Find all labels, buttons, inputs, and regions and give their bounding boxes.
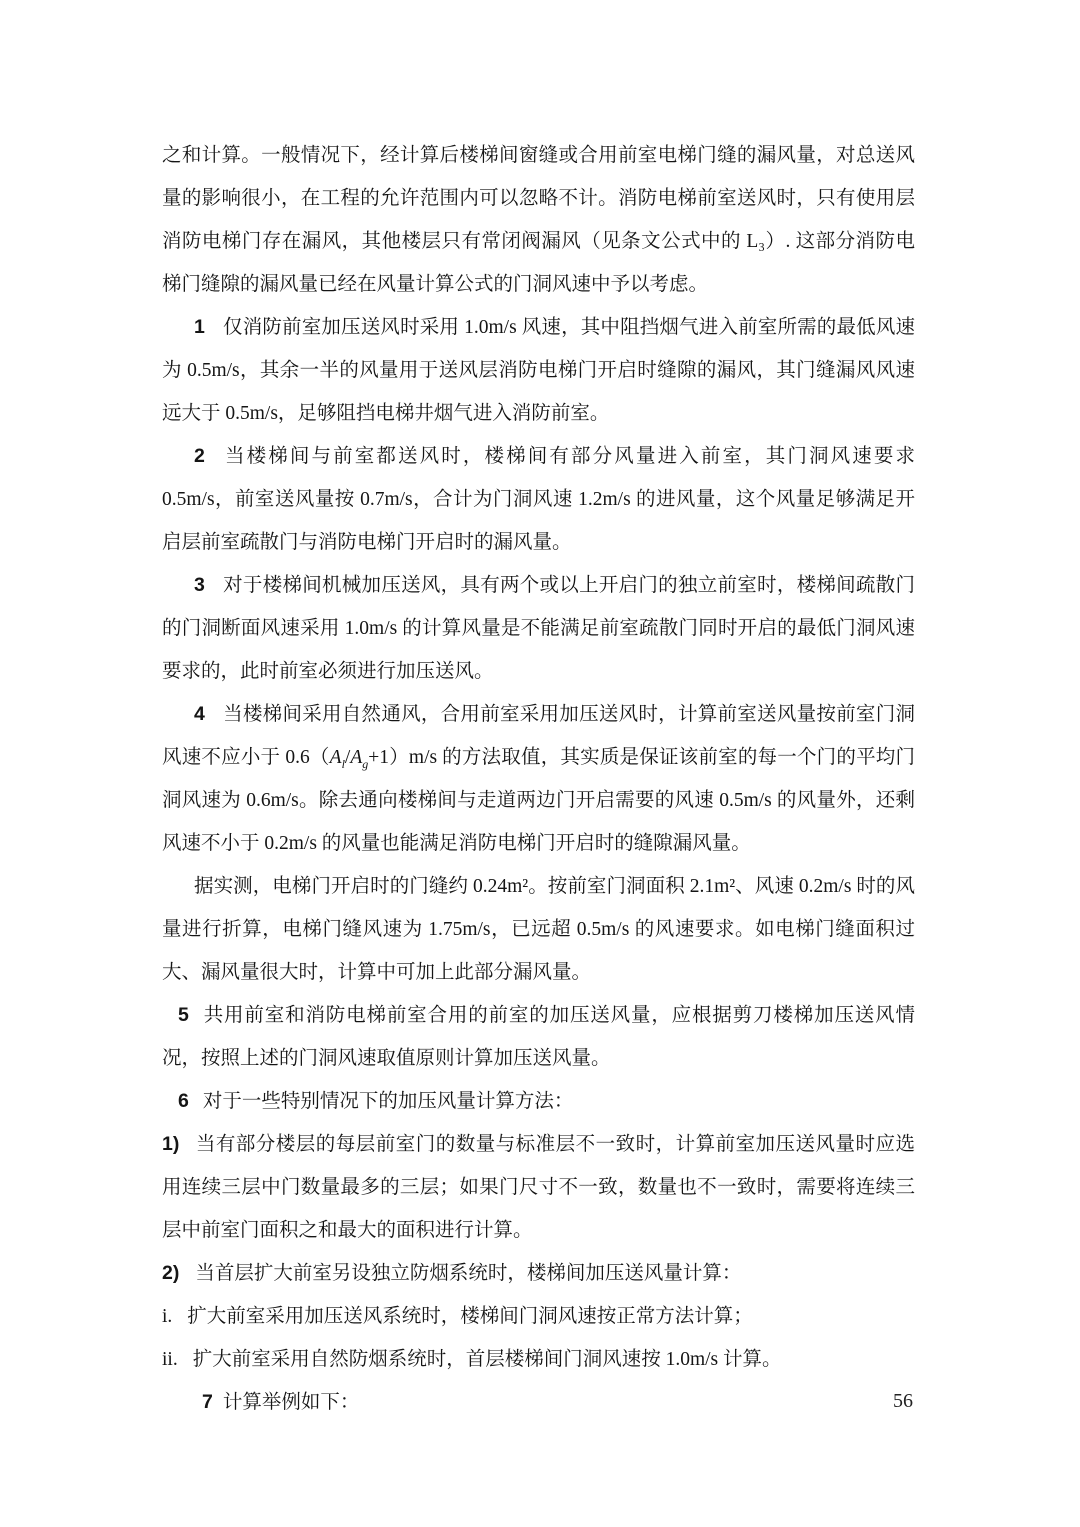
item-text: 仅消防前室加压送风时采用 1.0m/s 风速，其中阻挡烟气进入前室所需的最低风速为 0.5m/s，其余一半的风量用于送风层消防电梯门开启时缝隙的漏风，其门缝漏风风速远大于 0.5m/s，足够阻挡电梯井烟气进入消防前室。 (162, 317, 915, 424)
page-number: 56 (893, 1390, 913, 1412)
item-number: 6 (178, 1090, 189, 1112)
item-number: 1 (194, 316, 205, 338)
item-number: 7 (202, 1391, 213, 1413)
item-text: 当楼梯间采用自然通风，合用前室采用加压送风时，计算前室送风量按前室门洞风速不应小于 0.6（ (162, 704, 915, 768)
formula-subscript-l: l (341, 756, 345, 771)
roman-item-label: i. (162, 1306, 173, 1327)
item-7 (162, 1381, 915, 1424)
item-text: 对于一些特别情况下的加压风量计算方法： (202, 1091, 574, 1112)
item-number: 3 (194, 574, 205, 596)
item-text: 当楼梯间与前室都送风时，楼梯间有部分风量进入前室，其门洞风速要求 0.5m/s，前室送风量按 0.7m/s，合计为门洞风速 1.2m/s 的进风量，这个风量足够满足开启层前室疏散门与消防电梯门开启时的漏风量。 (162, 446, 915, 553)
roman-item-label: ii. (162, 1349, 178, 1370)
sub-item-1 (162, 1123, 915, 1252)
item-number: 4 (194, 703, 205, 725)
formula-subscript-g: g (362, 756, 369, 771)
roman-item-text: 扩大前室采用自然防烟系统时，首层楼梯间门洞风速按 1.0m/s 计算。 (192, 1349, 782, 1370)
sub-item-number: 1) (162, 1133, 180, 1155)
item-number: 2 (194, 445, 205, 467)
item-3 (162, 564, 915, 693)
roman-item-text: 扩大前室采用加压送风系统时，楼梯间门洞风速按正常方法计算； (187, 1306, 753, 1327)
sub-item-text: 当首层扩大前室另设独立防烟系统时，楼梯间加压送风量计算： (195, 1263, 742, 1284)
formula-variable-al: A (329, 747, 342, 768)
paragraph-intro (162, 134, 915, 306)
item-number: 5 (178, 1004, 189, 1026)
roman-item-i (162, 1295, 915, 1338)
paragraph-measured-data (162, 865, 915, 994)
formula-variable-ag: A (350, 747, 363, 768)
document-content (162, 134, 915, 1424)
item-4 (162, 693, 915, 865)
item-2 (162, 435, 915, 564)
item-6 (162, 1080, 915, 1123)
item-5 (162, 994, 915, 1080)
paragraph-text: 据实测，电梯门开启时的门缝约 0.24m²。按前室门洞面积 2.1m²、风速 0.2m/s 时的风量进行折算，电梯门缝风速为 1.75m/s，已远超 0.5m/s 的风速要求。如电梯门缝面积过大、漏风量很大时，计算中可加上此部分漏风量。 (162, 876, 915, 983)
sub-item-text: 当有部分楼层的每层前室门的数量与标准层不一致时，计算前室加压送风量时应选用连续三层中门数量最多的三层；如果门尺寸不一致，数量也不一致时，需要将连续三层中前室门面积之和最大的面积进行计算。 (162, 1134, 915, 1241)
item-text: 共用前室和消防电梯前室合用的前室的加压送风量，应根据剪刀楼梯加压送风情况，按照上述的门洞风速取值原则计算加压送风量。 (162, 1005, 915, 1069)
item-text: 对于楼梯间机械加压送风，具有两个或以上开启门的独立前室时，楼梯间疏散门的门洞断面风速采用 1.0m/s 的计算风量是不能满足前室疏散门同时开启的最低门洞风速要求的，此时前室必须进行加压送风。 (162, 575, 915, 682)
sub-item-number: 2) (162, 1262, 180, 1284)
formula-fraction-separator: / (344, 747, 351, 768)
sub-item-2 (162, 1252, 915, 1295)
roman-item-ii (162, 1338, 915, 1381)
item-text: 计算举例如下： (222, 1392, 360, 1413)
item-1 (162, 306, 915, 435)
paragraph-text: 之和计算。一般情况下，经计算后楼梯间窗缝或合用前室电梯门缝的漏风量，对总送风量的影响很小，在工程的允许范围内可以忽略不计。消防电梯前室送风时，只有使用层消防电梯门存在漏风，其他楼层只有常闭阀漏风（见条文公式中的 L₃）. 这部分消防电梯门缝隙的漏风量已经在风量计算公式的门洞风速中予以考虑。 (162, 145, 915, 295)
item-text: +1）m/s 的方法取值，其实质是保证该前室的每一个门的平均门洞风速为 0.6m/s。除去通向楼梯间与走道两边门开启需要的风速 0.5m/s 的风量外，还剩风速不小于 0.2m/s 的风量也能满足消防电梯门开启时的缝隙漏风量。 (162, 747, 915, 854)
